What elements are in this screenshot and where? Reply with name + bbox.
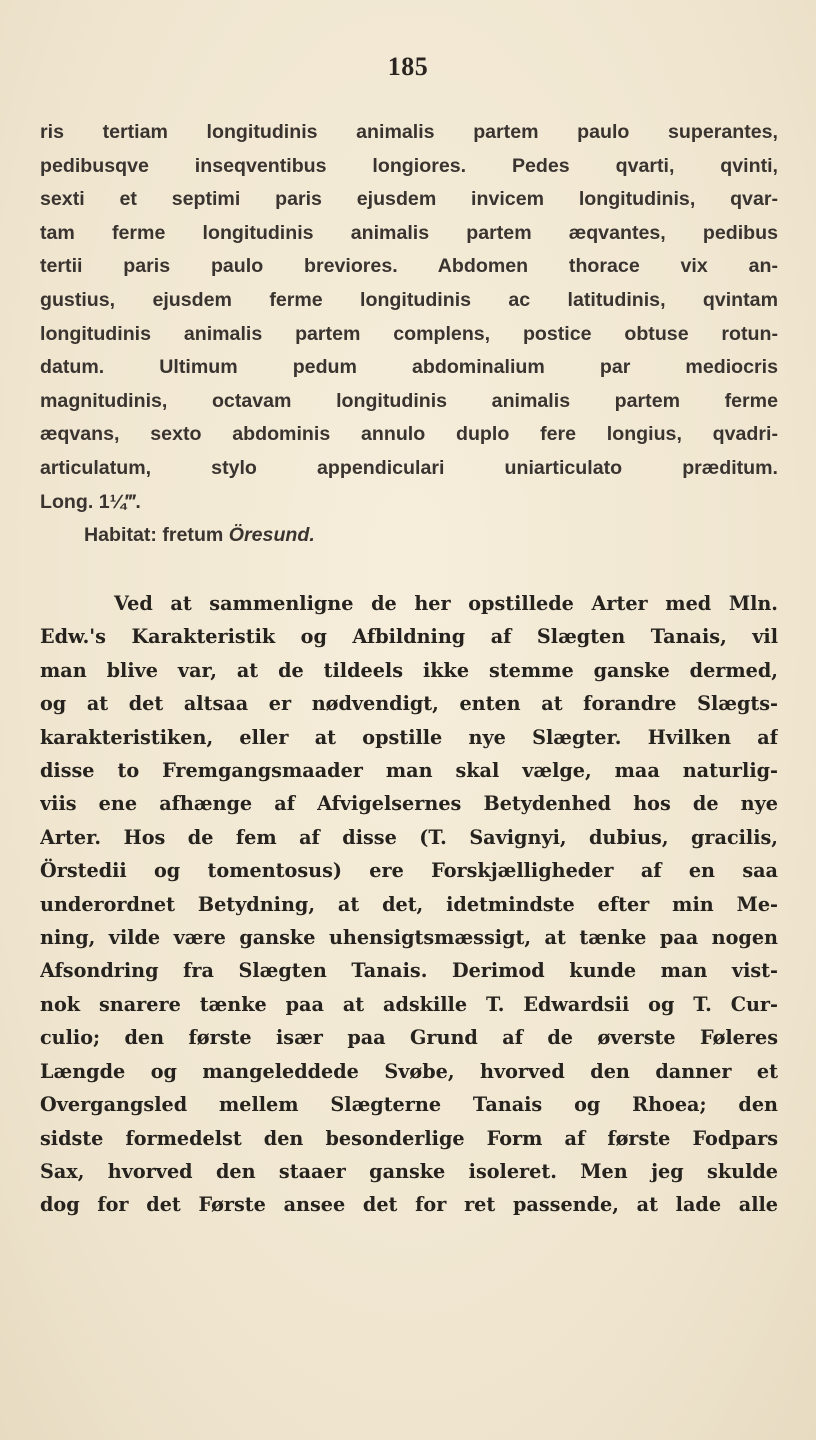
- latin-description-paragraph: [40, 116, 778, 553]
- page-number: 185: [387, 52, 429, 81]
- text-line: Edw.'s Karakteristik og Afbildning af Slægten Tanais, vil: [40, 625, 778, 649]
- text-line: articulatum, stylo appendiculari uniarticulato præditum.: [40, 456, 778, 479]
- text-line: magnitudinis, octavam longitudinis animalis partem ferme: [40, 389, 778, 412]
- text-line: Sax, hvorved den staaer ganske isoleret. Men jeg skulde: [40, 1159, 778, 1183]
- text-line: longitudinis animalis partem complens, postice obtuse rotun-: [40, 322, 778, 345]
- text-line: man blive var, at de tildeels ikke stemme ganske dermed,: [40, 658, 778, 682]
- text-line: Örstedii og tomentosus) ere Forskjælligheder af en saa: [40, 859, 778, 883]
- text-line: datum. Ultimum pedum abdominalium par mediocris: [40, 356, 778, 379]
- text-line: pedibusqve inseqventibus longiores. Pedes qvarti, qvinti,: [40, 154, 778, 177]
- text-line: culio; den første især paa Grund af de øverste Føleres: [40, 1026, 778, 1050]
- text-line: karakteristiken, eller at opstille nye Slægter. Hvilken af: [40, 725, 778, 749]
- text-line: Arter. Hos de fem af disse (T. Savignyi, dubius, gracilis,: [40, 825, 778, 849]
- text-line: tam ferme longitudinis animalis partem æqvantes, pedibus: [40, 221, 778, 244]
- text-line: underordnet Betydning, at det, idetmindste efter min Me-: [40, 892, 778, 916]
- habitat-place: Öresund.: [228, 524, 315, 547]
- text-line: Overgangsled mellem Slægterne Tanais og Rhoea; den: [40, 1093, 778, 1117]
- text-line: æqvans, sexto abdominis annulo duplo fere longius, qvadri-: [40, 423, 778, 446]
- text-line: sexti et septimi paris ejusdem invicem longitudinis, qvar-: [40, 188, 778, 211]
- text-line: gustius, ejusdem ferme longitudinis ac latitudinis, qvintam: [40, 288, 778, 311]
- text-line: disse to Fremgangsmaader man skal vælge, maa naturlig-: [40, 759, 778, 783]
- text-line: ris tertiam longitudinis animalis partem paulo superantes,: [40, 121, 778, 143]
- danish-discussion-paragraph: [40, 587, 778, 1222]
- text-line: Ved at sammenligne de her opstillede Arter med Mln.: [114, 592, 778, 615]
- habitat-line: [40, 519, 778, 553]
- text-line: nok snarere tænke paa at adskille T. Edwardsii og T. Cur-: [40, 992, 778, 1016]
- text-line: ning, vilde være ganske uhensigtsmæssigt, at tænke paa nogen: [40, 926, 778, 950]
- text-line: tertii paris paulo breviores. Abdomen thorace vix an-: [40, 255, 778, 278]
- text-line: Længde og mangeleddede Svøbe, hvorved den danner et: [40, 1059, 778, 1083]
- text-line: Afsondring fra Slægten Tanais. Derimod kunde man vist-: [40, 959, 778, 983]
- text-line: og at det altsaa er nødvendigt, enten at forandre Slægts-: [40, 692, 778, 716]
- text-line: sidste formedelst den besonderlige Form af første Fodpars: [40, 1126, 778, 1150]
- text-line: viis ene afhænge af Afvigelsernes Betydenhed hos de nye: [40, 792, 778, 816]
- habitat-label: Habitat: fretum: [84, 524, 224, 547]
- text-line: dog for det Første ansee det for ret passende, at lade alle: [40, 1193, 778, 1217]
- length-line: Long. 1¼‴.: [40, 490, 141, 513]
